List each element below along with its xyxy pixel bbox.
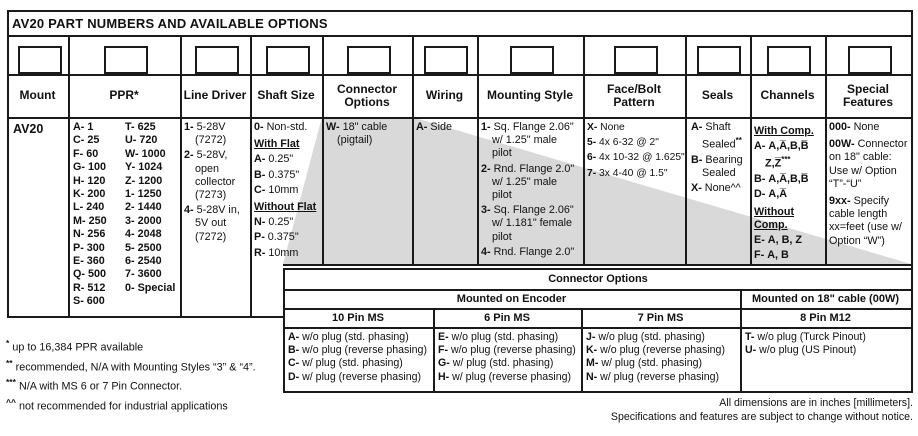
column-header-connector-options: Connector Options xyxy=(337,81,397,109)
subtable-8pin-options: T- w/o plug (Turck Pinout) U- w/o plug (US Pinout) xyxy=(745,331,866,357)
column-header-wiring: Wiring xyxy=(425,88,464,103)
mount-value: AV20 xyxy=(13,122,44,136)
subtable-col-7pin-label: 7 Pin MS xyxy=(637,312,684,324)
column-header-ppr: PPR* xyxy=(109,88,139,103)
part-code-box-ppr xyxy=(104,46,148,74)
column-header-line-driver: Line Driver xyxy=(183,88,247,103)
ppr-options-col2: T- 625 U- 720 W- 1000 Y- 1024 Z- 1200 1- 1250 2- 1440 3- 2000 4- 2048 5- 2500 6- 2540 7- 3600 0- Special xyxy=(125,121,176,294)
part-code-box-mount xyxy=(18,46,62,74)
note-specifications: Specifications and features are subject to change without notice. xyxy=(610,410,913,423)
line-driver-options: 1- 5-28V (7272) 2- 5-28V, open collector (7273) 4- 5-28V in, 5V out (7272) xyxy=(184,121,240,243)
subtable-col-6pin-label: 6 Pin MS xyxy=(484,312,530,324)
wiring-options: A- Side xyxy=(416,121,453,133)
subtable-group-encoder: Mounted on Encoder xyxy=(456,293,567,305)
subtable-col-10pin-label: 10 Pin MS xyxy=(332,312,384,324)
part-code-box-mounting xyxy=(510,46,554,74)
footnotes: * up to 16,384 PPR available ** recommended, N/A with Mounting Styles “3” & “4”. *** N/A with MS 6 or 7 Pin Connector. ^^ not recommended for industrial applications xyxy=(6,338,256,413)
mounting-style-options: 1- Sq. Flange 2.06" w/ 1.25" male pilot 2- Rnd. Flange 2.0" w/ 1.25" male pilot 3- Sq. Flange 2.06" w/ 1.181" female pilot 4- Rnd. Flange 2.0" xyxy=(481,121,575,258)
column-header-face-bolt: Face/Bolt Pattern xyxy=(606,81,661,109)
column-header-shaft-size: Shaft Size xyxy=(257,88,315,103)
subtable-title: Connector Options xyxy=(548,273,648,285)
subtable-col-8pin-label: 8 Pin M12 xyxy=(800,312,851,324)
part-code-box-connector xyxy=(347,46,391,74)
shaft-size-options: 0- Non-std. With Flat A- 0.25" B- 0.375" C- 10mm Without Flat N- 0.25" P- 0.375" R- 10mm xyxy=(254,121,317,259)
connector-options-cell: W- 18" cable (pigtail) xyxy=(326,121,388,147)
face-bolt-pattern-options: X- None 5- 4x 6-32 @ 2" 6- 4x 10-32 @ 1.625" 7- 3x 4-40 @ 1.5" xyxy=(587,122,685,179)
ppr-options-col1: A- 1 C- 25 F- 60 G- 100 H- 120 K- 200 L- 240 M- 250 N- 256 P- 300 E- 360 Q- 500 R- 512 S- 600 xyxy=(73,121,107,308)
special-features-options: 000- None 00W- Connector on 18" cable: Use w/ Option “T”-“U” 9xx- Specify cable length xx=feet (use w/ Option “W”) xyxy=(829,121,908,247)
part-code-box-shaft-size xyxy=(266,46,310,74)
column-header-seals: Seals xyxy=(701,88,734,103)
column-header-mounting-style: Mounting Style xyxy=(487,88,573,103)
channels-options: With Comp. A- A,A̅,B,B̅ Z,Z̅*** B- A,A̅,B,B̅ D- A,A̅ Without Comp. E- A, B, Z F- A, B xyxy=(754,125,814,262)
part-code-box-wiring xyxy=(424,46,468,74)
column-header-special-features: Special Features xyxy=(842,81,894,109)
part-code-box-special xyxy=(848,46,892,74)
subtable-10pin-options: A- w/o plug (std. phasing) B- w/o plug (reverse phasing) C- w/ plug (std. phasing) D- w/ plug (reverse phasing) xyxy=(288,331,427,383)
column-header-mount: Mount xyxy=(19,88,56,103)
subtable-group-cable: Mounted on 18" cable (00W) xyxy=(751,293,899,305)
part-code-box-line-driver xyxy=(195,46,239,74)
part-code-box-face-bolt xyxy=(614,46,658,74)
column-header-channels: Channels xyxy=(760,88,815,103)
dimension-notes xyxy=(450,397,913,424)
subtable-6pin-options: E- w/o plug (std. phasing) F- w/o plug (reverse phasing) G- w/ plug (std. phasing) H- w/ plug (reverse phasing) xyxy=(438,331,576,383)
table-title: AV20 PART NUMBERS AND AVAILABLE OPTIONS xyxy=(12,16,328,31)
seals-options: A- Shaft Sealed** B- Bearing Sealed X- None^^ xyxy=(691,121,743,195)
subtable-7pin-options: J- w/o plug (std. phasing) K- w/o plug (reverse phasing) M- w/ plug (std. phasing) N- w/ plug (reverse phasing) xyxy=(586,331,725,383)
part-code-box-channels xyxy=(767,46,811,74)
part-code-box-seals xyxy=(697,46,741,74)
note-dimensions: All dimensions are in inches [millimeters]. xyxy=(719,397,913,409)
